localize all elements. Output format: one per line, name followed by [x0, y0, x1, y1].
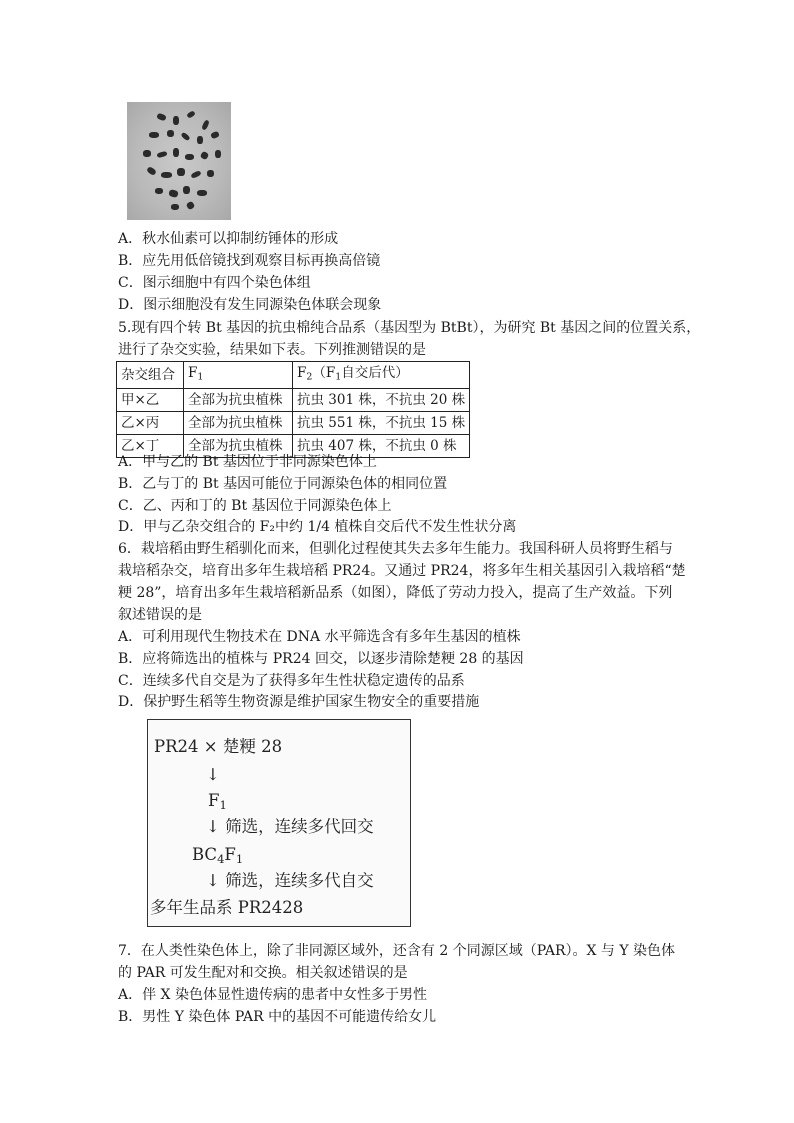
chromosome-micrograph [127, 102, 231, 220]
breeding-diagram [147, 719, 411, 927]
q5-option-d: D．甲与乙杂交组合的 F₂中约 1/4 植株自交后代不发生性状分离 [118, 519, 517, 535]
q5-stem-line1: 5.现有四个转 Bt 基因的抗虫棉纯合品系（基因型为 BtBt），为研究 Bt 基因之间的位置关系， [118, 320, 701, 336]
cell-f1: 全部为抗虫植株 [184, 435, 293, 458]
diagram-bc4f1: $BC_4F_1$ [192, 845, 244, 866]
cell-f2: 抗虫 551 株，不抗虫 15 株 [293, 412, 470, 435]
q4-option-a: A．秋水仙素可以抑制纺锤体的形成 [118, 231, 339, 247]
q6-option-d: D．保护野生稻等生物资源是维护国家生物安全的重要措施 [118, 694, 480, 710]
q5-option-a: A．甲与乙的 Bt 基因位于非同源染色体上 [118, 454, 377, 470]
header-cross-combo: 杂交组合 [117, 362, 184, 389]
q6-option-b: B．应将筛选出的植株与 PR24 回交，以逐步清除楚粳 28 的基因 [118, 651, 524, 667]
header-f2: $F_2(F_1$自交后代） [293, 362, 470, 389]
cell-f1: 全部为抗虫植株 [184, 389, 293, 412]
q4-option-b: B．应先用低倍镜找到观察目标再换高倍镜 [118, 253, 381, 269]
q5-stem-line2: 进行了杂交实验，结果如下表。下列推测错误的是 [118, 342, 426, 358]
header-f1: $F_1$ [184, 362, 293, 389]
q6-option-c: C．连续多代自交是为了获得多年生性状稳定遗传的品系 [118, 673, 465, 689]
cell-combo: 甲×乙 [117, 389, 184, 412]
q6-option-a: A．可利用现代生物技术在 DNA 水平筛选含有多年生基因的植株 [118, 629, 521, 645]
diagram-selfing-step: ↓ 筛选，连续多代自交 [206, 871, 374, 890]
q7-stem-line1: 7．在人类性染色体上，除了非同源区域外，还含有 2 个同源区域（PAR）。X 与 Y 染色体 [118, 943, 676, 959]
diagram-final-line: 多年生品系 PR2428 [150, 898, 304, 917]
q6-stem-line1: 6．栽培稻由野生稻驯化而来，但驯化过程使其失去多年生能力。我国科研人员将野生稻与 [118, 541, 673, 557]
cell-f2: 抗虫 301 株，不抗虫 20 株 [293, 389, 470, 412]
q7-option-b: B．男性 Y 染色体 PAR 中的基因不可能遗传给女儿 [118, 1009, 437, 1025]
q5-option-c: C．乙、丙和丁的 Bt 基因位于同源染色体上 [118, 498, 392, 514]
q7-stem-line2: 的 PAR 可发生配对和交换。相关叙述错误的是 [118, 965, 408, 981]
diagram-f1: $F_1$ [208, 791, 227, 812]
q7-option-a: A．伴 X 染色体显性遗传病的患者中女性多于男性 [118, 987, 427, 1003]
cell-combo: 乙×丁 [117, 435, 184, 458]
q5-option-b: B．乙与丁的 Bt 基因可能位于同源染色体的相同位置 [118, 476, 448, 492]
diagram-backcross-step: ↓ 筛选，连续多代回交 [206, 817, 374, 836]
q6-stem-line2: 栽培稻杂交，培育出多年生栽培稻 PR24。又通过 PR24，将多年生相关基因引入栽培稻“楚 [118, 563, 686, 579]
diagram-cross-line: PR24 × 楚粳 28 [154, 737, 283, 756]
q6-stem-line4: 叙述错误的是 [118, 607, 202, 623]
q6-stem-line3: 粳 28”，培育出多年生栽培稻新品系（如图），降低了劳动力投入，提高了生产效益。下列 [118, 585, 673, 601]
cell-combo: 乙×丙 [117, 412, 184, 435]
q4-option-d: D．图示细胞没有发生同源染色体联会现象 [118, 297, 382, 313]
cell-f1: 全部为抗虫植株 [184, 412, 293, 435]
q4-option-c: C．图示细胞中有四个染色体组 [118, 275, 311, 291]
table-header-row [117, 362, 470, 389]
cell-f2: 抗虫 407 株，不抗虫 0 株 [293, 435, 470, 458]
down-arrow-icon: ↓ [206, 765, 220, 784]
table-row [117, 412, 470, 435]
table-row [117, 389, 470, 412]
cross-results-table [116, 361, 470, 458]
